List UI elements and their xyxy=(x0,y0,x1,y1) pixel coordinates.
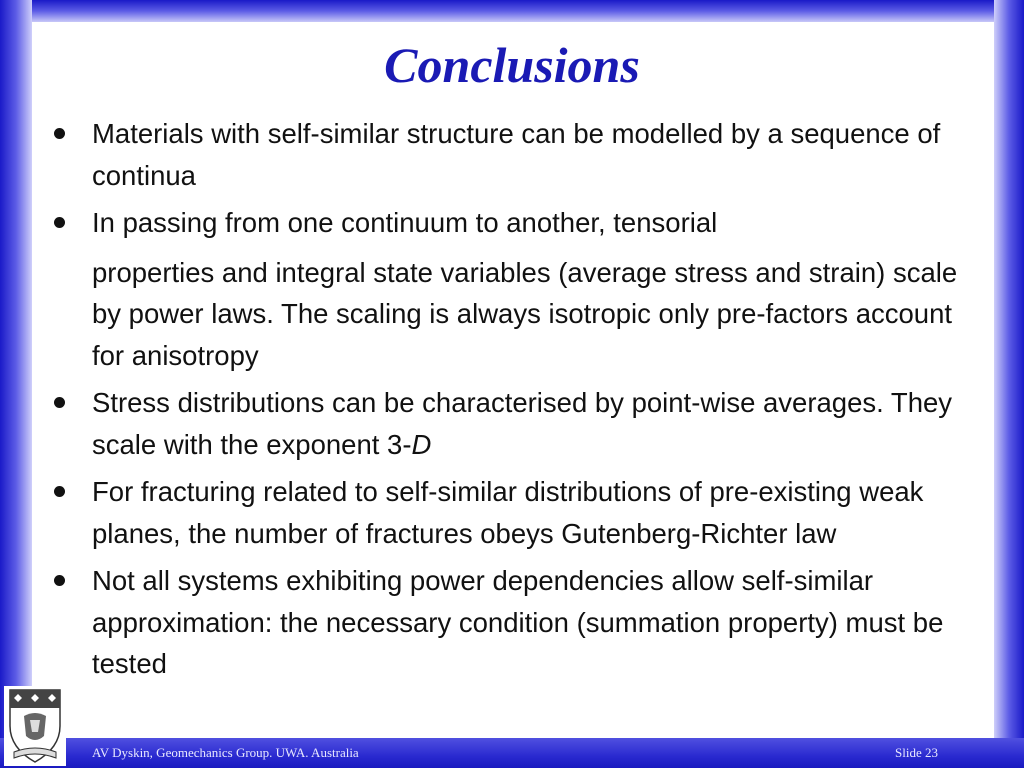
bullet-item xyxy=(52,113,987,196)
slide-title: Conclusions xyxy=(384,37,640,93)
bullet-text: For fracturing related to self-similar distributions of pre-existing weak planes, the number of fractures obeys Gutenberg-Richter law xyxy=(92,476,924,549)
slide-frame-left xyxy=(0,0,32,768)
bullet-dot-icon xyxy=(54,397,65,408)
university-crest-icon xyxy=(4,686,66,766)
bullet-dot-icon xyxy=(54,486,65,497)
bullet-dot-icon xyxy=(54,128,65,139)
slide-frame-top xyxy=(0,0,1024,22)
bullet-item xyxy=(52,560,987,685)
bullet-text: Stress distributions can be characterised by point-wise averages. They scale with the exponent 3- xyxy=(92,387,953,460)
slide-frame-right xyxy=(994,0,1024,768)
footer-bar xyxy=(0,738,1024,768)
bullet-text-italic: D xyxy=(411,428,432,460)
bullet-item xyxy=(52,202,987,376)
bullet-text-continued: properties and integral state variables (average stress and strain) scale by power laws. The scaling is always isotropic only pre-factors account for anisotropy xyxy=(92,256,958,371)
footer-author: AV Dyskin, Geomechanics Group. UWA. Australia xyxy=(92,745,359,760)
bullet-item xyxy=(52,382,987,465)
bullet-text: Materials with self-similar structure can be modelled by a sequence of continua xyxy=(92,118,941,191)
bullet-text: In passing from one continuum to another, tensorial xyxy=(92,207,718,238)
bullet-item xyxy=(52,471,987,554)
bullet-list xyxy=(52,113,987,691)
bullet-text: Not all systems exhibiting power dependencies allow self-similar approximation: the necessary condition (summation property) must be tested xyxy=(92,565,944,679)
bullet-dot-icon xyxy=(54,575,65,586)
footer-slide-number: Slide 23 xyxy=(895,745,938,760)
bullet-dot-icon xyxy=(54,217,65,228)
